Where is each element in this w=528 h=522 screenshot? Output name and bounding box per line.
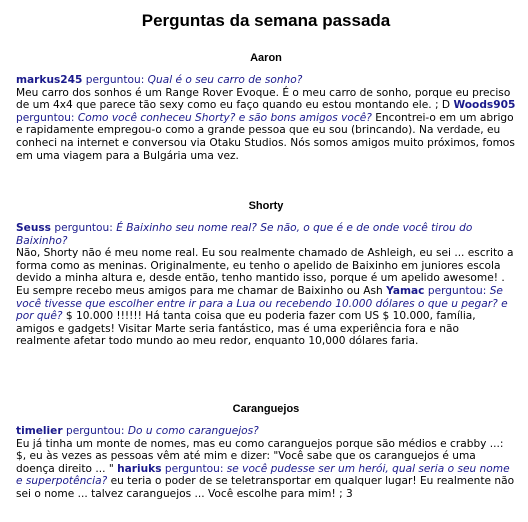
- question-text: Se você tivesse que escolher entre ir para a Lua ou recebendo 10.000 dólares o que u pegar? e por quê?: [16, 284, 508, 323]
- answer-text: Não, Shorty não é meu nome real. Eu sou realmente chamado de Ashleigh, eu sei ... escrito a forma como as meninas. Originalmente, eu tenho o apelido de Baixinho em juniores escola devido a minha altura e, desde então, tenho mantido isso, porque é um apelido awesome! . Eu sempre recebo meus amigos para me chamar de Baixinho ou Ash: [16, 247, 514, 297]
- section-title: Shorty: [248, 200, 284, 212]
- section-shorty: [16, 198, 516, 348]
- question-text: Do u como caranguejos?: [127, 425, 259, 437]
- answer-text: Meu carro dos sonhos é um Range Rover Evoque. É o meu carro de sonho, porque eu preciso de um 4x4 que parece tão sexy como eu faço quando eu estou montando ele. ; D: [16, 86, 511, 112]
- asker-name[interactable]: markus245: [16, 74, 83, 86]
- asked-label: perguntou:: [65, 425, 125, 437]
- asker-name[interactable]: timelier: [16, 425, 63, 437]
- asked-label: perguntou:: [85, 74, 145, 86]
- answer-text: $ 10.000 !!!!!! Há tanta coisa que eu poderia fazer com US $ 10.000, família, amigos e gadgets! Visitar Marte seria fantástico, mas é uma experiência fora e não realmente afetar todo mundo ao meu redor, enquanto 10,000 dólares faria.: [16, 310, 476, 348]
- page-title: Perguntas da semana passada: [141, 11, 391, 30]
- question-text: Qual é o seu carro de sonho?: [147, 74, 303, 86]
- qa-entry: [16, 222, 516, 348]
- answer-text: Encontrei-o em um abrigo e rapidamente empregou-o como a grande pessoa que eu sou (brincando). Na verdade, eu conheci na internet e conversou via Otaku Studios. Nós somos amigos muito próximos, fomos em uma viagem para a Bulgária uma vez.: [16, 111, 515, 162]
- question-text: se você pudesse ser um herói, qual seria o seu nome e superpotência?: [16, 462, 510, 488]
- asked-label: perguntou:: [164, 462, 224, 475]
- section-caranguejos: [16, 401, 516, 501]
- asked-label: perguntou:: [16, 111, 75, 124]
- qa-entry: [16, 425, 516, 501]
- asker-name[interactable]: Woods905: [453, 99, 516, 112]
- asker-name[interactable]: Yamac: [386, 284, 425, 297]
- section-title: Caranguejos: [232, 403, 300, 415]
- asked-label: perguntou:: [427, 284, 487, 297]
- asked-label: perguntou:: [54, 222, 113, 234]
- asker-name[interactable]: Seuss: [16, 222, 51, 234]
- qa-entry: [16, 74, 516, 162]
- question-text: É Baixinho seu nome real? Se não, o que é e de onde você tirou do Baixinho?: [16, 222, 473, 247]
- section-title: Aaron: [250, 52, 282, 64]
- section-aaron: [16, 50, 516, 162]
- asker-name[interactable]: hariuks: [117, 462, 162, 475]
- answer-text: Eu já tinha um monte de nomes, mas eu como caranguejos porque são médios e crabby ...: $, eu às vezes as pessoas vêm até mim e dizer: "Você sabe que os caranguejos é uma doença direito ... ": [16, 437, 504, 475]
- answer-text: eu teria o poder de se teletransportar em qualquer lugar! Eu realmente não sei o nome ... talvez caranguejos ... Você escolhe para mim! ; 3: [16, 475, 515, 500]
- question-text: Como você conheceu Shorty? e são bons amigos você?: [77, 111, 372, 124]
